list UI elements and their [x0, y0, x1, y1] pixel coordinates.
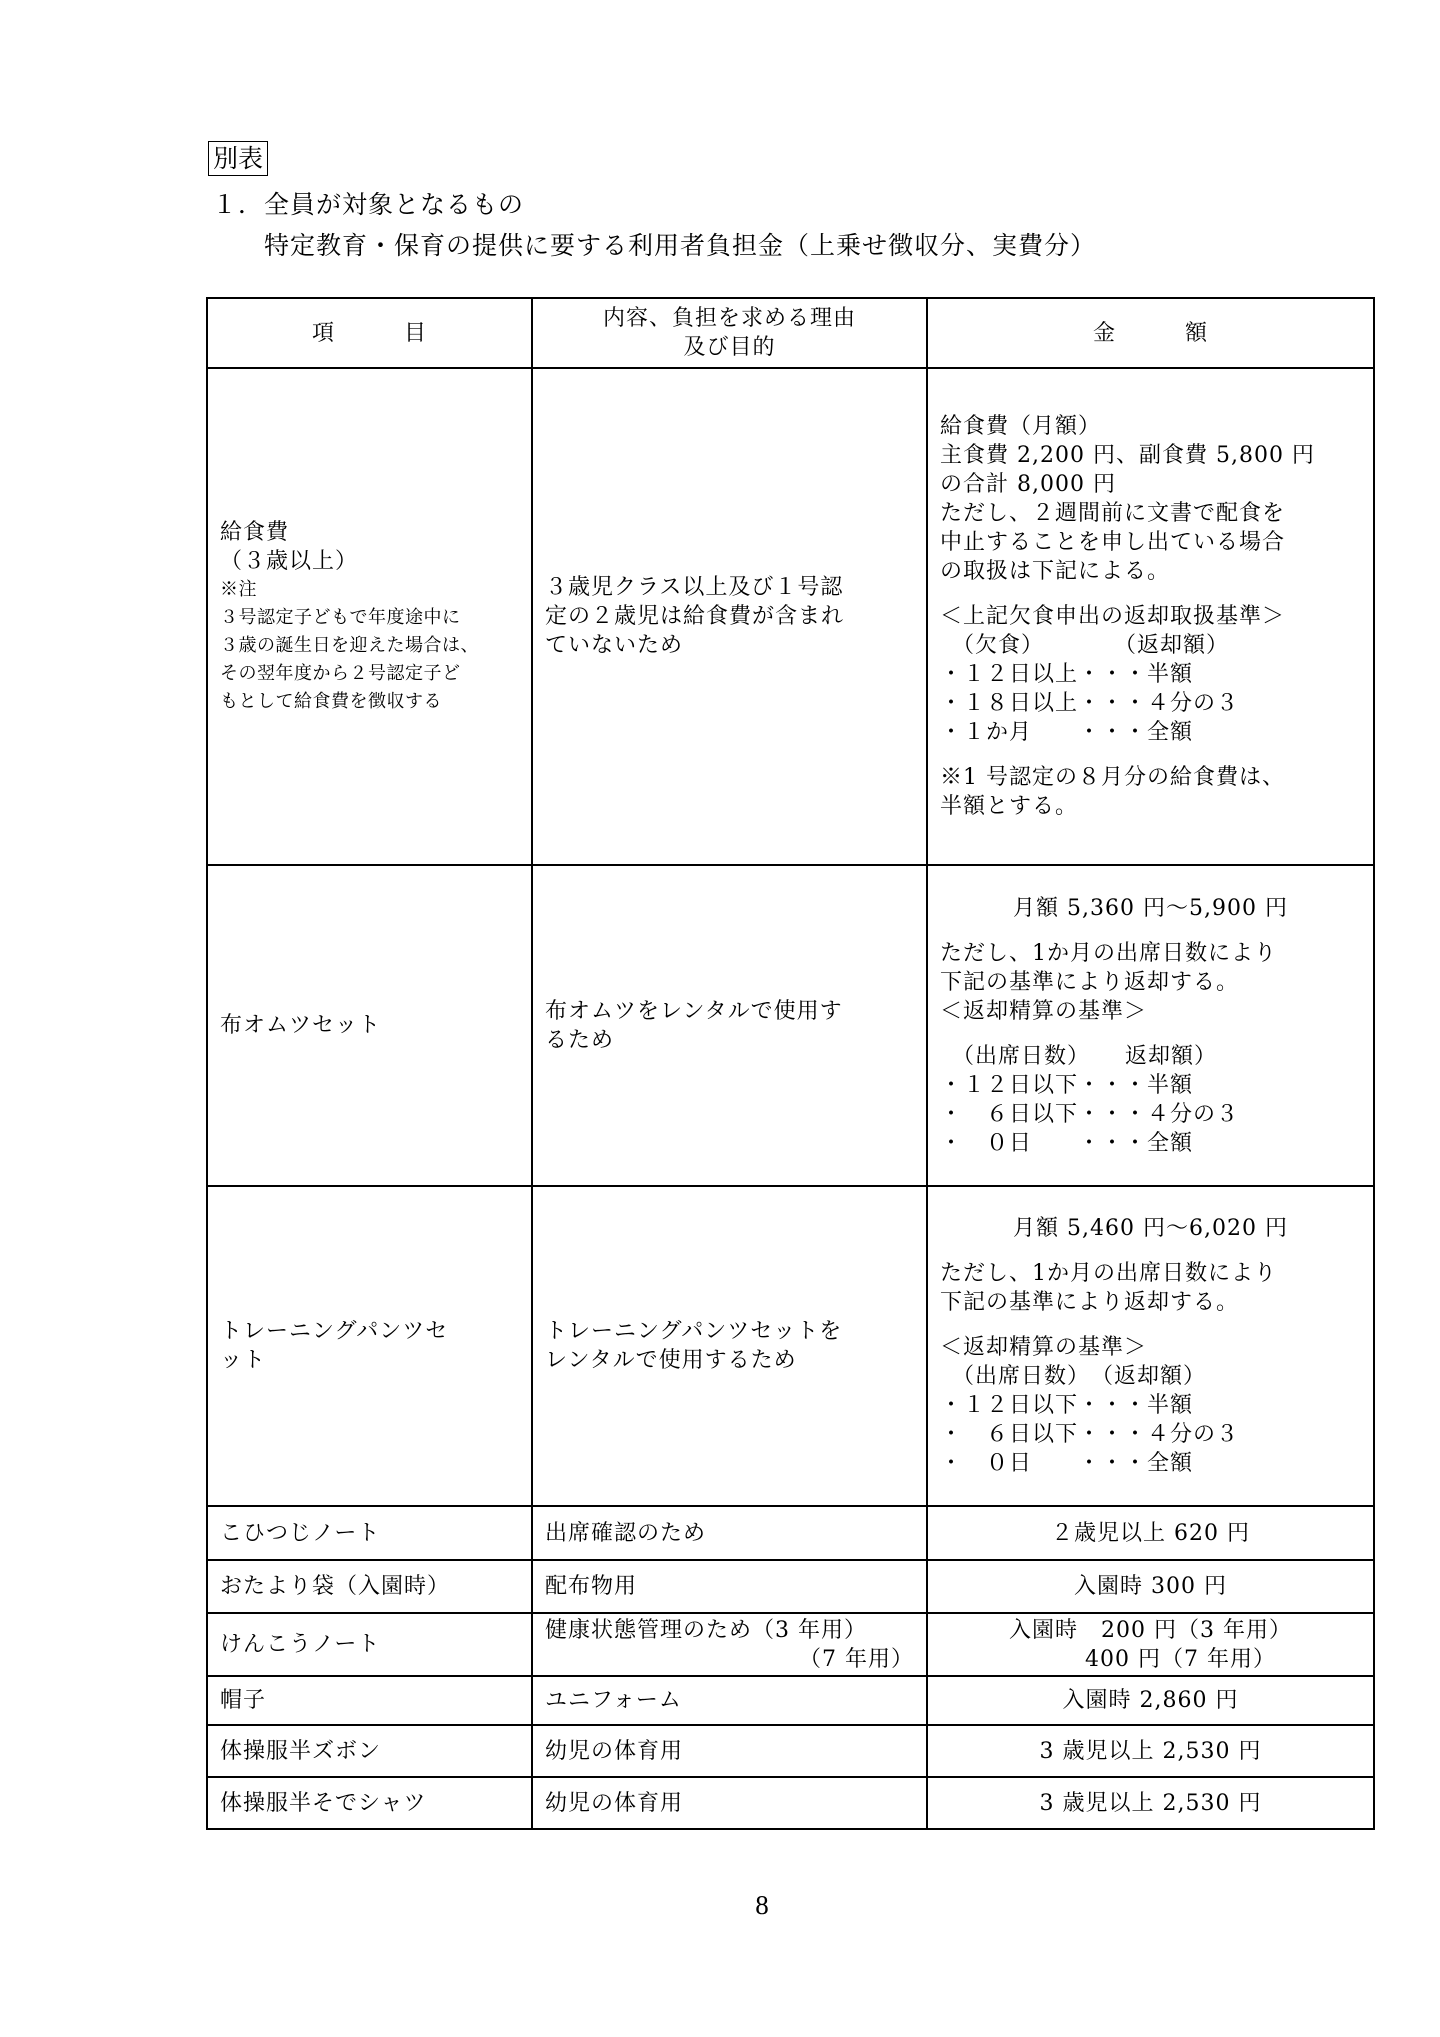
item-cell: 布オムツセット [207, 865, 532, 1186]
reason-cell: 幼児の体育用 [532, 1725, 927, 1777]
table-row [207, 1186, 1374, 1506]
amount-cell: 月額 5,460 円～6,020 円 ただし、1か月の出席日数により 下記の基準により返却する。 ＜返却精算の基準＞ （出席日数） （返却額） ・１２日以下・・・半額 ・ ６日以下・・・４分の３ ・ ０日 ・・・全額 [927, 1186, 1374, 1506]
amount-cell: 入園時 2,860 円 [927, 1676, 1374, 1725]
table-row [207, 865, 1374, 1186]
amount-cell: 入園時 300 円 [927, 1560, 1374, 1613]
amount-cell: 3 歳児以上 2,530 円 [927, 1777, 1374, 1829]
column-header-item: 項 目 [207, 298, 532, 368]
table-row [207, 1560, 1374, 1613]
item-cell: 体操服半そでシャツ [207, 1777, 532, 1829]
item-cell: おたより袋（入園時） [207, 1560, 532, 1613]
reason-cell: 配布物用 [532, 1560, 927, 1613]
amount-cell: 給食費（月額） 主食費 2,200 円、副食費 5,800 円 の合計 8,000 円 ただし、２週間前に文書で配食を 中止することを申し出ている場合 の取扱は下記による。 ＜上記欠食申出の返却取扱基準＞ （欠食） （返却額） ・１２日以上・・・半額 ・１８日以上・・・４分の３ ・１か月 ・・・全額 ※1 号認定の８月分の給食費は、 半額とする。 [927, 368, 1374, 865]
amount-cell: 3 歳児以上 2,530 円 [927, 1725, 1374, 1777]
reason-cell: ３歳児クラス以上及び１号認 定の２歳児は給食費が含まれ ていないため [532, 368, 927, 865]
table-row [207, 1506, 1374, 1560]
item-cell: こひつじノート [207, 1506, 532, 1560]
item-cell: 帽子 [207, 1676, 532, 1725]
table-row [207, 1676, 1374, 1725]
reason-cell: トレーニングパンツセットを レンタルで使用するため [532, 1186, 927, 1506]
table-header-row [207, 298, 1374, 368]
table-row [207, 1613, 1374, 1676]
table-row [207, 1725, 1374, 1777]
table-row [207, 1777, 1374, 1829]
appendix-label: 別表 [208, 141, 268, 176]
reason-cell: 健康状態管理のため（3 年用） （7 年用） [532, 1613, 927, 1676]
section-subheading: 特定教育・保育の提供に要する利用者負担金（上乗せ徴収分、実費分） [264, 231, 1097, 260]
reason-cell: 幼児の体育用 [532, 1777, 927, 1829]
table-row [207, 368, 1374, 865]
reason-cell: 布オムツをレンタルで使用す るため [532, 865, 927, 1186]
amount-cell: 入園時 200 円（3 年用） 400 円（7 年用） [927, 1613, 1374, 1676]
section-heading: １．全員が対象となるもの [212, 190, 525, 219]
reason-cell: 出席確認のため [532, 1506, 927, 1560]
fee-table [206, 297, 1375, 1830]
column-header-reason: 内容、負担を求める理由 及び目的 [532, 298, 927, 368]
item-cell: 給食費 （３歳以上） ※注 ３号認定子どもで年度途中に ３歳の誕生日を迎えた場合は、 その翌年度から２号認定子ど もとして給食費を徴収する [207, 368, 532, 865]
item-cell: 体操服半ズボン [207, 1725, 532, 1777]
item-cell: トレーニングパンツセ ット [207, 1186, 532, 1506]
column-header-amount: 金 額 [927, 298, 1374, 368]
amount-cell: ２歳児以上 620 円 [927, 1506, 1374, 1560]
amount-cell: 月額 5,360 円～5,900 円 ただし、1か月の出席日数により 下記の基準により返却する。 ＜返却精算の基準＞ （出席日数） 返却額） ・１２日以下・・・半額 ・ ６日以下・・・４分の３ ・ ０日 ・・・全額 [927, 865, 1374, 1186]
item-cell: けんこうノート [207, 1613, 532, 1676]
reason-cell: ユニフォーム [532, 1676, 927, 1725]
page-number: 8 [755, 1890, 769, 1920]
